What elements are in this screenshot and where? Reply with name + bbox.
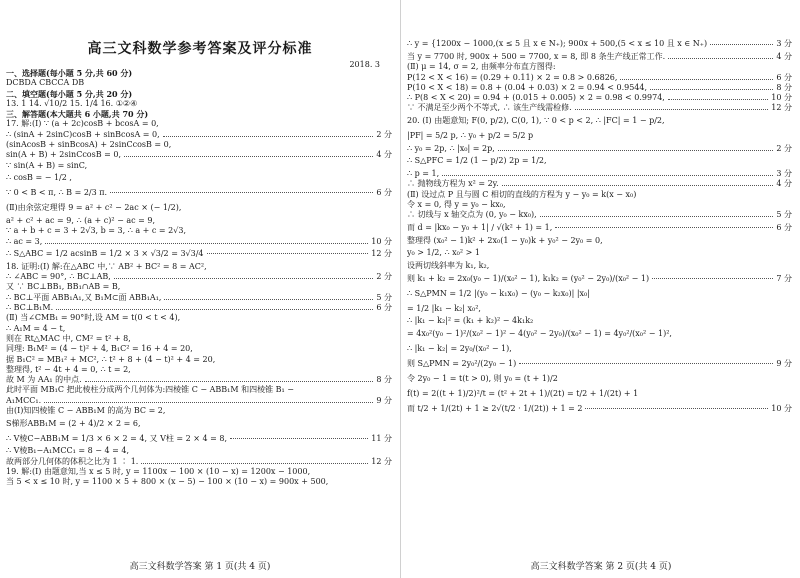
score-mark: 6 分 <box>776 222 792 232</box>
answer-line <box>407 301 792 316</box>
answer-line <box>6 186 392 201</box>
answer-line <box>6 467 392 477</box>
score-mark: 8 分 <box>776 82 792 92</box>
score-mark: 12 分 <box>771 103 792 113</box>
answer-line-text: ∵ 0 < B < π, ∴ B = 2/3 π. <box>6 188 108 198</box>
leader-dots <box>44 401 373 403</box>
answer-line <box>407 221 792 236</box>
answer-line-text: ∴ p = 1, <box>407 169 440 179</box>
answer-line <box>6 130 392 140</box>
answer-line <box>6 262 392 272</box>
answer-line <box>407 129 792 144</box>
answer-line-text: 设两切线斜率为 k₁, k₂, <box>407 260 490 270</box>
leader-dots <box>519 362 773 364</box>
score-mark: 10 分 <box>771 93 792 103</box>
answer-line <box>407 169 792 179</box>
answer-line <box>6 385 392 395</box>
leader-dots <box>141 462 368 464</box>
answer-line <box>407 154 792 169</box>
answer-line-text: ∴ y = {1200x − 1000,(x ≤ 5 且 x ∈ N₊); 900x + 500,(5 < x ≤ 10 且 x ∈ N₊) <box>407 39 708 49</box>
answer-line <box>407 73 792 83</box>
page-right <box>400 0 800 578</box>
answer-line <box>407 341 792 356</box>
answer-line-text: DCBDA CBCCA DB <box>6 78 85 88</box>
answer-line-text: a² + c² + ac = 9, ∴ (a + c)² − ac = 9, <box>6 215 156 225</box>
answer-line <box>6 457 392 467</box>
answer-line <box>407 52 792 62</box>
answer-line <box>6 313 392 323</box>
right-answer-body <box>407 37 792 416</box>
answer-line <box>6 396 392 406</box>
answer-line-text: ∴ S△PMN = 1/2 |(y₀ − k₁x₀) − (y₀ − k₂x₀)| |x₀| <box>407 288 590 298</box>
answer-line-text: ∴ 切线与 x 轴交点为 (0, y₀ − kx₀), <box>407 210 537 220</box>
answer-line-text: ∴ y₀ = 2p, ∴ |x₀| = 2p, <box>407 143 495 153</box>
leader-dots <box>207 252 369 254</box>
score-mark: 7 分 <box>776 273 792 283</box>
answer-line-text: 令 x = 0, 得 y = y₀ − kx₀, <box>407 199 506 209</box>
answer-line-text: 当 5 < x ≤ 10 时, y = 1100 × 5 + 800 × (x − 5) − 100 × (10 − x) = 900x + 500, <box>6 477 329 487</box>
answer-line-text: 13. 1 14. √10/2 15. 1/4 16. ①②④ <box>6 98 138 108</box>
score-mark: 4 分 <box>776 52 792 61</box>
answer-line <box>6 416 392 431</box>
score-mark: 5 分 <box>776 210 792 220</box>
answer-line <box>407 179 792 189</box>
score-mark: 10 分 <box>371 236 392 246</box>
answer-line <box>6 109 392 119</box>
answer-line <box>407 316 792 326</box>
answer-line <box>407 62 792 72</box>
answer-line <box>6 140 392 150</box>
answer-line-text: = 4x₀²(y₀ − 1)²/(x₀² − 1)² − 4(y₀² − 2y₀)/(x₀² − 1) = 4y₀²/(x₀² − 1)², <box>407 328 672 338</box>
answer-line-text: P(12 < X < 16) = (0.29 + 0.11) × 2 = 0.8 > 0.6826, <box>407 72 618 82</box>
answer-line-text: ∴ BC⊥B₁M. <box>6 303 54 313</box>
left-answer-body <box>6 68 392 488</box>
answer-line-text: S梯形ABB₁M = (2 + 4)/2 × 2 = 6, <box>6 418 141 428</box>
answer-line-text: 又 ∵ BC⊥BB₁, BB₁∩AB = B, <box>6 282 121 292</box>
answer-line-text: (Ⅱ) 当∠CMB₁ = 90°时,设 AM = t(0 < t < 4), <box>6 313 181 323</box>
answer-line-text: 故 M 为 AA₁ 的中点. <box>6 375 82 385</box>
answer-line <box>6 247 392 262</box>
answer-line <box>6 355 392 365</box>
answer-line <box>407 356 792 371</box>
score-mark: 10 分 <box>771 403 792 413</box>
answer-line <box>407 371 792 386</box>
answer-line-text: ∴ ∠ABC = 90°, ∴ BC⊥AB, <box>6 272 111 282</box>
answer-line-text: 当 y = 7700 时, 900x + 500 = 7700, x = 8, 即 8 条生产线正常工作. <box>407 52 666 61</box>
answer-line-text: 而 d = |kx₀ − y₀ + 1| / √(k² + 1) = 1, <box>407 222 553 232</box>
answer-line <box>6 431 392 446</box>
answer-line-text: ∵ 不满足至少两个不等式, ∴ 该生产线需检修. <box>407 103 572 113</box>
score-mark: 4 分 <box>776 179 792 189</box>
answer-line-text: A₁MCC₁. <box>6 395 42 405</box>
document-date: 2018. 3 <box>349 60 380 69</box>
answer-line <box>6 324 392 334</box>
answer-line <box>6 365 392 375</box>
answer-line-text: ∴ V棱C−ABB₁M = 1/3 × 6 × 2 = 4, 又 V柱 = 2 × 4 = 8, <box>6 433 228 443</box>
document-title: 高三文科数学参考答案及评分标准 <box>87 41 313 57</box>
score-mark: 2 分 <box>776 143 792 153</box>
answer-line <box>6 161 392 171</box>
answer-line <box>407 83 792 93</box>
answer-line-text: ∴ BC⊥平面 ABB₁A₁,又 B₁M⊂面 ABB₁A₁, <box>6 292 162 302</box>
answer-line-text: (Ⅱ) μ = 14, σ = 2, 由频率分布直方图得: <box>407 62 556 72</box>
leader-dots <box>668 98 768 100</box>
answer-line-text: 19. 解:(Ⅰ) 由题意知,当 x ≤ 5 时, y = 1100x − 100 × (10 − x) = 1200x − 1000, <box>6 466 311 476</box>
answer-line-text: ∴ P(8 < X < 20) = 0.94 + (0.015 + 0.005) × 2 = 0.98 < 0.9974, <box>407 93 665 103</box>
answer-line <box>407 286 792 301</box>
answer-line-text: 而 t/2 + 1/(2t) + 1 ≥ 2√(t/2 · 1/(2t)) + 1 = 2 <box>407 403 583 413</box>
answer-line-text: ∴ cosB = − 1/2 , <box>6 173 72 183</box>
leader-dots <box>575 108 769 110</box>
answer-line <box>6 99 392 109</box>
answer-line <box>407 261 792 271</box>
leader-dots <box>163 135 374 137</box>
answer-line-text: 二、填空题(每小题 5 分,共 20 分) <box>6 88 133 99</box>
score-mark: 12 分 <box>371 249 392 259</box>
answer-line-text: 则在 Rt△MAC 中, CM² = t² + 8, <box>6 333 131 343</box>
score-mark: 3 分 <box>776 39 792 49</box>
score-mark: 11 分 <box>371 433 392 443</box>
answer-line-text: ∴ A₁M = 4 − t, <box>6 323 66 333</box>
answer-line-text: 20. (Ⅰ) 由题意知; F(0, p/2), C(0, 1), ∵ 0 < p < 2, ∴ |FC| = 1 − p/2, <box>407 116 665 126</box>
answer-line <box>6 446 392 456</box>
score-mark: 12 分 <box>371 456 392 466</box>
answer-line-text: = 1/2 |k₁ − k₂| x₀², <box>407 303 481 313</box>
answer-line <box>6 477 392 487</box>
answer-line <box>407 401 792 416</box>
score-mark: 6 分 <box>376 303 392 313</box>
answer-line-text: P(10 < X < 18) = 0.8 + (0.04 + 0.03) × 2 = 0.94 < 0.9544, <box>407 82 648 92</box>
score-mark: 6 分 <box>376 188 392 198</box>
answer-line <box>6 171 392 186</box>
score-mark: 8 分 <box>376 375 392 385</box>
score-mark: 4 分 <box>376 150 392 160</box>
score-mark: 9 分 <box>376 395 392 405</box>
answer-line <box>407 37 792 52</box>
answer-line <box>407 114 792 129</box>
answer-line-text: 17. 解:(Ⅰ) ∵ (a + 2c)cosB + bcosA = 0, <box>6 119 159 129</box>
right-page-footer: 高三文科数学答案 第 2 页(共 4 页) <box>530 562 672 572</box>
answer-line-text: ∴ S△ABC = 1/2 acsinB = 1/2 × 3 × √3/2 = 3√3/4 <box>6 249 204 259</box>
answer-line <box>6 150 392 160</box>
answer-line-text: 则 k₁ + k₂ = 2x₀(y₀ − 1)/(x₀² − 1), k₁k₂ = (y₀² − 2y₀)/(x₀² − 1) <box>407 273 650 283</box>
answer-line-text: ∴ S△PFC = 1/2 (1 − p/2) 2p = 1/2, <box>407 156 547 166</box>
answer-line-text: sin(A + B) + 2sinCcosB = 0, <box>6 150 122 160</box>
answer-line <box>6 68 392 78</box>
answer-line <box>407 200 792 210</box>
leader-dots <box>710 43 773 45</box>
answer-line-text: (Ⅱ) 设过点 P 且与圆 C 相切的直线的方程为 y − y₀ = k(x − x₀) <box>407 189 637 199</box>
leader-dots <box>502 184 774 186</box>
answer-line-text: 同理: B₁M² = (4 − t)² + 4, B₁C² = 16 + 4 = 20, <box>6 344 193 354</box>
answer-line <box>6 293 392 303</box>
answer-line <box>6 303 392 313</box>
answer-line <box>407 103 792 113</box>
answer-line-text: (sinAcosB + sinBcosA) + 2sinCcosB = 0, <box>6 140 172 150</box>
leader-dots <box>110 191 373 193</box>
answer-line <box>6 272 392 282</box>
leader-dots <box>442 174 773 176</box>
answer-line-text: 整理得 (x₀² − 1)k² + 2x₀(1 − y₀)k + y₀² − 2y₀ = 0, <box>407 235 603 245</box>
answer-line <box>6 201 392 216</box>
answer-line-text: 一、选择题(每小题 5 分,共 60 分) <box>6 68 133 78</box>
answer-line <box>407 271 792 286</box>
answer-line-text: ∴ 抛物线方程为 x² = 2y. <box>407 179 499 189</box>
answer-line <box>6 216 392 226</box>
answer-line <box>6 282 392 292</box>
answer-line <box>6 78 392 88</box>
answer-line <box>407 144 792 154</box>
answer-line-text: f(t) = 2((t + 1)/2)²/t = (t² + 2t + 1)/(2t) = t/2 + 1/(2t) + 1 <box>407 388 639 398</box>
answer-line <box>6 344 392 354</box>
answer-line-text: 三、解答题(本大题共 6 小题,共 70 分) <box>6 109 149 120</box>
score-mark: 3 分 <box>776 169 792 179</box>
leader-dots <box>650 88 773 90</box>
answer-line-text: 据 B₁C² = MB₁² + MC², ∴ t² + 8 + (4 − t)² + 4 = 20, <box>6 354 216 364</box>
answer-line-text: y₀ > 1/2, ∴ x₀² > 1 <box>407 248 480 258</box>
score-mark: 6 分 <box>776 72 792 82</box>
answer-line <box>6 226 392 236</box>
answer-line <box>407 190 792 200</box>
answer-line <box>6 237 392 247</box>
answer-line-text: ∴ (sinA + 2sinC)cosB + sinBcosA = 0, <box>6 129 160 139</box>
answer-line <box>6 119 392 129</box>
leader-dots <box>668 57 773 59</box>
left-page-footer: 高三文科数学答案 第 1 页(共 4 页) <box>129 562 271 572</box>
answer-line <box>407 246 792 261</box>
leader-dots <box>164 298 373 300</box>
answer-line <box>407 93 792 103</box>
leader-dots <box>114 277 374 279</box>
leader-dots <box>85 380 374 382</box>
answer-line <box>407 236 792 246</box>
leader-dots <box>124 155 373 157</box>
answer-line-text: 由(Ⅰ)知四棱锥 C − ABB₁M 的高为 BC = 2, <box>6 406 166 416</box>
leader-dots <box>56 308 373 310</box>
answer-line <box>6 406 392 416</box>
answer-line-text: 整理得, t² − 4t + 4 = 0, ∴ t = 2, <box>6 364 131 374</box>
leader-dots <box>585 407 768 409</box>
answer-line <box>6 334 392 344</box>
score-mark: 9 分 <box>776 358 792 368</box>
answer-line-text: ∴ V棱B₁−A₁MCC₁ = 8 − 4 = 4, <box>6 446 130 456</box>
answer-line-text: |PF| = 5/2 p, ∴ y₀ + p/2 = 5/2 p <box>407 131 534 141</box>
answer-line-text: ∴ |k₁ − k₂| = 2y₀/(x₀² − 1), <box>407 343 512 353</box>
score-mark: 5 分 <box>376 292 392 302</box>
answer-line-text: 故两部分几何体的体积之比为 1 ∶ 1. <box>6 456 139 466</box>
answer-line-text: ∵ a + b + c = 3 + 2√3, b = 3, ∴ a + c = 2√3, <box>6 226 186 236</box>
answer-line-text: 令 2y₀ − 1 = t(t > 0), 则 y₀ = (t + 1)/2 <box>407 373 558 383</box>
answer-line-text: 此时平面 MB₁C 把此棱柱分成两个几何体为:四棱锥 C − ABB₁M 和四棱锥 B₁ − <box>6 385 294 395</box>
leader-dots <box>230 437 368 439</box>
leader-dots <box>555 226 773 228</box>
answer-line <box>407 210 792 220</box>
leader-dots <box>620 78 773 80</box>
answer-line <box>407 326 792 341</box>
answer-line-text: 则 S△PMN = 2y₀²/(2y₀ − 1) <box>407 358 517 368</box>
leader-dots <box>45 242 368 244</box>
answer-line-text: (Ⅱ)由余弦定理得 9 = a² + c² − 2ac × (− 1/2), <box>6 203 182 213</box>
leader-dots <box>540 215 774 217</box>
leader-dots <box>498 149 774 151</box>
score-mark: 2 分 <box>376 272 392 282</box>
answer-line <box>6 375 392 385</box>
answer-line <box>6 89 392 99</box>
answer-line <box>407 386 792 401</box>
score-mark: 2 分 <box>376 129 392 139</box>
answer-line-text: ∵ sin(A + B) = sinC, <box>6 160 88 170</box>
answer-line-text: ∴ |k₁ − k₂|² = (k₁ + k₂)² − 4k₁k₂ <box>407 316 534 326</box>
leader-dots <box>652 277 773 279</box>
answer-line-text: 18. 证明:(Ⅰ) 解:在△ABC 中,∵ AB² + BC² = 8 = AC², <box>6 261 207 271</box>
answer-line-text: ∴ ac = 3, <box>6 236 43 246</box>
